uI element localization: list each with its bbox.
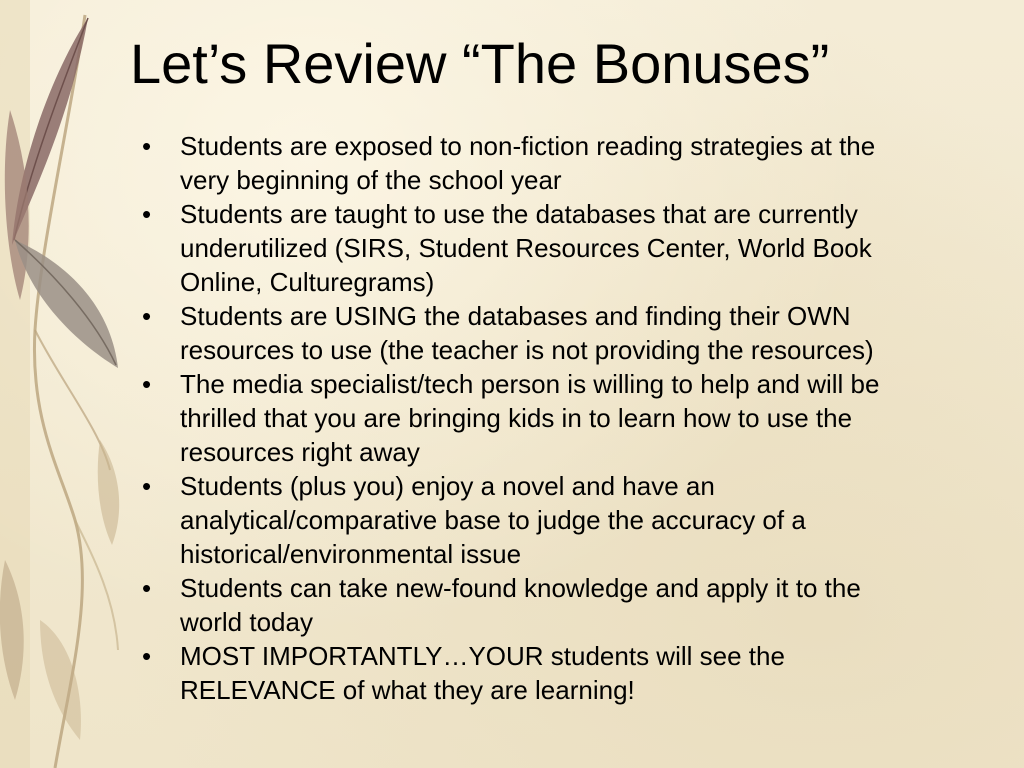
bullet-text: Students are USING the databases and finding their OWN resources to use (the teacher is not providing the resources) xyxy=(180,301,874,365)
bullet-icon: • xyxy=(142,471,152,501)
bullet-icon: • xyxy=(142,573,152,603)
list-item xyxy=(140,299,910,367)
list-item xyxy=(140,639,910,707)
bullet-icon: • xyxy=(142,131,152,161)
bullet-text: MOST IMPORTANTLY…YOUR students will see the RELEVANCE of what they are learning! xyxy=(180,641,785,705)
list-item xyxy=(140,367,910,469)
bullet-text: Students can take new-found knowledge and apply it to the world today xyxy=(180,573,861,637)
bullet-text: Students are exposed to non-fiction reading strategies at the very beginning of the school year xyxy=(180,131,876,195)
bullet-icon: • xyxy=(142,369,152,399)
list-item xyxy=(140,197,910,299)
bullet-text: The media specialist/tech person is willing to help and will be thrilled that you are bringing kids in to learn how to use the resources right away xyxy=(180,369,880,467)
bullet-icon: • xyxy=(142,199,152,229)
bullet-list xyxy=(140,129,910,707)
dried-leaves-branch-icon xyxy=(0,0,150,768)
bullet-icon: • xyxy=(142,301,152,331)
list-item xyxy=(140,571,910,639)
bullet-icon: • xyxy=(142,641,152,671)
slide-title: Let’s Review “The Bonuses” xyxy=(130,32,830,95)
bullet-text: Students (plus you) enjoy a novel and have an analytical/comparative base to judge the accuracy of a historical/environmental issue xyxy=(180,471,806,569)
bullet-text: Students are taught to use the databases that are currently underutilized (SIRS, Student Resources Center, World Book Online, Culturegrams) xyxy=(180,199,872,297)
list-item xyxy=(140,129,910,197)
list-item xyxy=(140,469,910,571)
